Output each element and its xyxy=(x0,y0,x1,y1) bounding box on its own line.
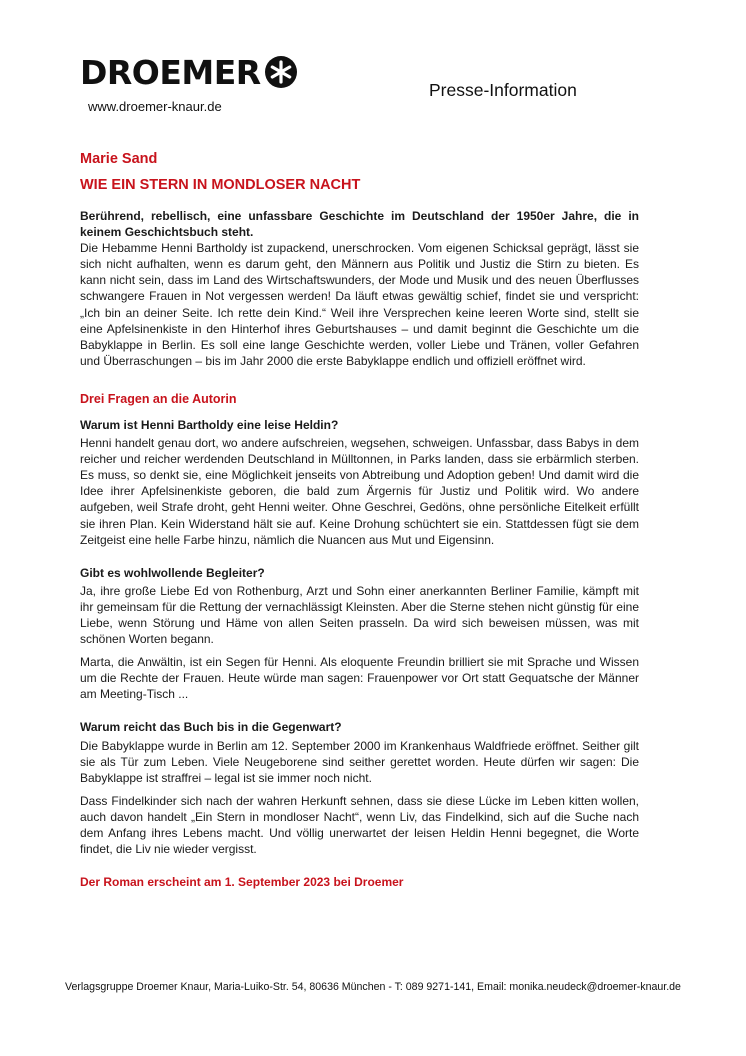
question-2: Gibt es wohlwollende Begleiter? xyxy=(80,565,265,580)
document-body xyxy=(80,150,639,890)
answer-2b: Marta, die Anwältin, ist ein Segen für Henni. Als eloquente Freundin brilliert sie mit Sprache und Wissen um die Rechte der Frauen. Heute würde man sagen: Frauenpower vor Ort statt Gequatsche der Männer am Meeting-Tisch ... xyxy=(80,655,639,702)
book-title: WIE EIN STERN IN MONDLOSER NACHT xyxy=(80,177,361,193)
question-3: Warum reicht das Buch bis in die Gegenwart? xyxy=(80,720,342,735)
question-1: Warum ist Henni Bartholdy eine leise Heldin? xyxy=(80,417,339,432)
website-link[interactable]: www.droemer-knaur.de xyxy=(88,99,222,114)
answer-2a: Ja, ihre große Liebe Ed von Rothenburg, Arzt und Sohn einer anerkannten Berliner Familie, kämpft mit ihr gemeinsam für die Rettung der vernachlässigt Kleinsten. Aber die Sterne stehen nicht günstig für eine Liebe, wenn Störung und Häme von allen Seiten prasseln. Da wird sich beweisen müssen, was mit schönen Worten begann. xyxy=(80,583,639,647)
footer-contact: Verlagsgruppe Droemer Knaur, Maria-Luiko-Str. 54, 80636 München - T: 089 9271-141, Email: monika.neudeck@droemer-knaur.de xyxy=(65,981,681,993)
author-name: Marie Sand xyxy=(80,151,158,167)
publisher-logo xyxy=(80,52,298,92)
lead-paragraph: Berührend, rebellisch, eine unfassbare Geschichte im Deutschland der 1950er Jahre, die in keinem Geschichtsbuch steht. xyxy=(80,209,639,240)
logo-text: DROEMER xyxy=(80,52,261,92)
press-label: Presse-Information xyxy=(429,80,577,100)
interview-heading: Drei Fragen an die Autorin xyxy=(80,391,237,406)
asterisk-circle-icon xyxy=(264,55,298,89)
answer-1: Henni handelt genau dort, wo andere aufschreien, wegsehen, schweigen. Unfassbar, dass Babys in dem reicher und reicher werdenden Deutschland in Mülltonnen, in Parks landen, dass sie erbärmlich sterben. Es muss, so denkt sie, eine Möglichkeit jenseits von Abtreibung und Adoption geben! Und damit wird die Idee ihrer Apfelsinenkiste geboren, die bald zum Ärgernis für Justiz und Politik wird. Wo andere aufgeben, weil Strafe droht, geht Henni weiter. Ohne Geschrei, Gedöns, ohne persönliche Eitelkeit erfüllt sie ihren Plan. Kein Widerstand hält sie auf. Keine Drohung schüchtert sie ein. Stattdessen fügt sie dem Zeitgeist eine helle Farbe hinzu, nämlich die Nuancen aus Mut und Eigensinn. xyxy=(80,436,639,547)
answer-3a: Die Babyklappe wurde in Berlin am 12. September 2000 im Krankenhaus Waldfriede eröffnet. Seither gilt sie als Tür zum Leben. Viele Neugeborene sind seither gerettet worden. Heute dürfen wir sagen: Die Babyklappe ist straffrei – legal ist sie immer noch nicht. xyxy=(80,738,639,785)
release-note: Der Roman erscheint am 1. September 2023 bei Droemer xyxy=(80,875,404,890)
intro-paragraph: Die Hebamme Henni Bartholdy ist zupackend, unerschrocken. Vom eigenen Schicksal geprägt, lässt sie sich nicht aufhalten, wenn es darum geht, den Männern aus Politik und Justiz die Stirn zu bieten. Es kann nicht sein, dass im Land des Wirtschaftswunders, der Mode und Musik und des neuen Überflusses schwangere Frauen in Not vergessen werden! Da läuft etwas gewältig schief, findet sie und verspricht: „Ich bin an deiner Seite. Ich rette dein Kind.“ Weil ihre Versprechen keine leeren Worte sind, stellt sie eine Apfelsinenkiste in den Hinterhof ihres Geburtshauses – und damit beginnt die Geschichte um die Babyklappe in Berlin. Es soll eine lange Geschichte werden, voller Liebe und Tränen, voller Gefahren und Überraschungen – bis im Jahr 2000 die erste Babyklappe endlich und offiziell eröffnet wird. xyxy=(80,241,639,368)
answer-3b: Dass Findelkinder sich nach der wahren Herkunft sehnen, dass sie diese Lücke im Leben kitten wollen, auch davon handelt „Ein Stern in mondloser Nacht“, wenn Liv, das Findelkind, sich auf die Suche nach dem Anfang ihres Lebens macht. Und völlig unerwartet der leisen Heldin Henni begegnet, die Worte findet, die Liv nie wieder vergisst. xyxy=(80,793,639,857)
